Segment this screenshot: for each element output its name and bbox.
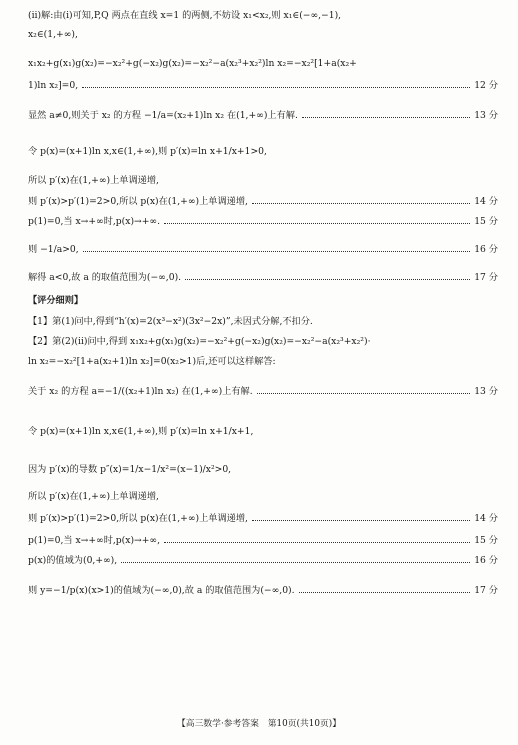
dot-leader — [252, 203, 470, 204]
solution-line-4 — [28, 80, 498, 92]
dot-leader — [82, 87, 470, 88]
score-label: 13 分 — [474, 386, 498, 397]
line-text: 则 −1/a>0, — [28, 244, 79, 255]
score-label: 16 分 — [474, 555, 498, 566]
score-label: 13 分 — [474, 110, 498, 121]
score-label: 17 分 — [474, 585, 498, 596]
alt-solution-line-1 — [28, 386, 498, 398]
grading-note-1: 【1】第(1)问中,得到“h′(x)=2(x³−x²)(3x²−2x)”,未因式分解,不扣分. — [28, 316, 313, 327]
solution-line-1: (ⅱ)解:由(ⅰ)可知,P,Q 两点在直线 x=1 的两侧,不妨设 x₁<x₂,则 x₁∈(−∞,−1), — [28, 10, 342, 21]
alt-solution-line-5 — [28, 513, 498, 525]
alt-solution-line-7 — [28, 555, 498, 567]
line-text: 则 p′(x)>p′(1)=2>0,所以 p(x)在(1,+∞)上单调递增, — [28, 196, 248, 207]
alt-solution-line-2: 令 p(x)=(x+1)ln x,x∈(1,+∞),则 p′(x)=ln x+1/x+1, — [28, 426, 254, 437]
solution-line-3: x₁x₂+g(x₁)g(x₂)=−x₂²+g(−x₂)g(x₂)=−x₂²−a(x₂³+x₂²)ln x₂=−x₂²[1+a(x₂+ — [28, 58, 357, 69]
solution-line-6: 令 p(x)=(x+1)ln x,x∈(1,+∞),则 p′(x)=ln x+1/x+1>0, — [28, 146, 267, 157]
solution-line-5 — [28, 110, 498, 122]
dot-leader — [164, 542, 470, 543]
alt-solution-line-6 — [28, 535, 498, 547]
solution-line-11 — [28, 272, 498, 284]
dot-leader — [164, 223, 470, 224]
dot-leader — [83, 251, 470, 252]
dot-leader — [185, 279, 470, 280]
grading-note-2: 【2】第(2)(ⅱ)问中,得到 x₁x₂+g(x₁)g(x₂)=−x₂²+g(−x₂)g(x₂)=−x₂²−a(x₂³+x₂²)· — [28, 336, 371, 347]
score-label: 14 分 — [474, 513, 498, 524]
line-text: 则 y=−1/p(x)(x>1)的值域为(−∞,0),故 a 的取值范围为(−∞,0). — [28, 585, 295, 596]
grading-details-heading: 【评分细则】 — [28, 295, 84, 306]
score-label: 15 分 — [474, 535, 498, 546]
line-text: 显然 a≠0,则关于 x₂ 的方程 −1/a=(x₂+1)ln x₂ 在(1,+∞)上有解. — [28, 110, 298, 121]
line-text: 解得 a<0,故 a 的取值范围为(−∞,0). — [28, 272, 182, 283]
solution-line-10 — [28, 244, 498, 256]
dot-leader — [257, 393, 471, 394]
line-text: 关于 x₂ 的方程 a=−1/((x₂+1)ln x₂) 在(1,+∞)上有解. — [28, 386, 253, 397]
alt-solution-line-4: 所以 p′(x)在(1,+∞)上单调递增, — [28, 491, 159, 502]
score-label: 17 分 — [474, 272, 498, 283]
dot-leader — [121, 562, 470, 563]
alt-solution-line-8 — [28, 585, 498, 597]
dot-leader — [252, 520, 470, 521]
line-text: p(1)=0,当 x→+∞时,p(x)→+∞, — [28, 535, 161, 546]
page-footer: 【高三数学·参考答案 第10页(共10页)】 — [176, 719, 341, 729]
line-text: 则 p′(x)>p′(1)=2>0,所以 p(x)在(1,+∞)上单调递增, — [28, 513, 248, 524]
score-label: 16 分 — [474, 244, 498, 255]
alt-solution-line-3: 因为 p′(x)的导数 p″(x)=1/x−1/x²=(x−1)/x²>0, — [28, 464, 232, 475]
line-text: 1)ln x₂]=0, — [28, 80, 79, 91]
score-label: 15 分 — [474, 216, 498, 227]
score-label: 14 分 — [474, 196, 498, 207]
solution-line-8 — [28, 196, 498, 208]
dot-leader — [299, 592, 471, 593]
dot-leader — [302, 117, 470, 118]
line-text: p(1)=0,当 x→+∞时,p(x)→+∞. — [28, 216, 161, 227]
score-label: 12 分 — [474, 80, 498, 91]
solution-line-2: x₂∈(1,+∞), — [28, 29, 78, 40]
line-text: p(x)的值域为(0,+∞), — [28, 555, 118, 566]
solution-line-7: 所以 p′(x)在(1,+∞)上单调递增, — [28, 175, 159, 186]
solution-line-9 — [28, 216, 498, 228]
grading-note-2-cont: ln x₂=−x₂²[1+a(x₂+1)ln x₂]=0(x₂>1)后,还可以这样解答: — [28, 356, 276, 367]
